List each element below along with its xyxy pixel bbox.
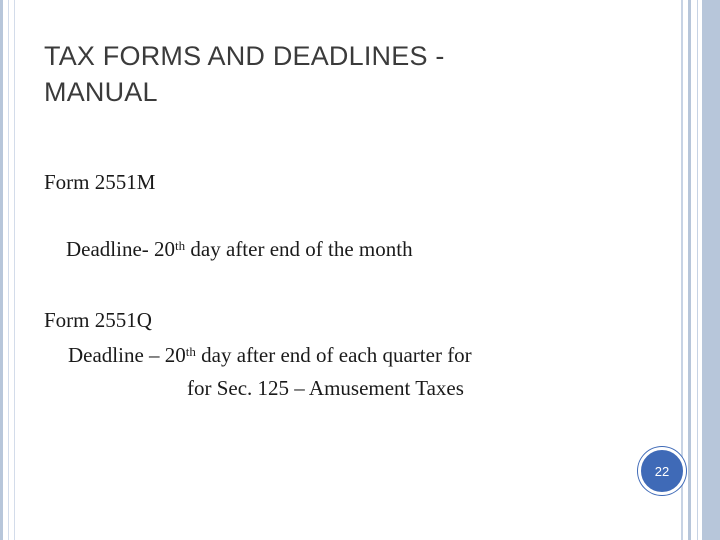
deadline-quarterly-line2: for Sec. 125 – Amusement Taxes xyxy=(187,376,464,400)
form-2551m-label: Form 2551M xyxy=(44,170,156,194)
deadline-quarterly-text xyxy=(68,342,472,368)
deadline-quarterly-rest: day after end of each quarter for xyxy=(195,343,472,367)
left-border-line xyxy=(0,0,3,540)
right-border-line xyxy=(688,0,691,540)
left-border-line xyxy=(8,0,9,540)
left-border-line xyxy=(14,0,15,540)
form-2551q-label: Form 2551Q xyxy=(44,308,152,332)
deadline-quarterly-prefix: Deadline – 20 xyxy=(68,343,186,367)
deadline-quarterly-superscript: th xyxy=(185,344,196,359)
right-border-line xyxy=(697,0,698,540)
deadline-monthly-prefix: Deadline- 20 xyxy=(66,237,176,261)
page-number-badge: 22 xyxy=(638,447,686,495)
slide-title: TAX FORMS AND DEADLINES - MANUAL xyxy=(44,41,445,107)
deadline-monthly-rest: day after end of the month xyxy=(185,237,413,261)
deadline-monthly-superscript: th xyxy=(175,238,186,253)
right-border-band xyxy=(702,0,720,540)
deadline-monthly-text xyxy=(66,236,413,262)
